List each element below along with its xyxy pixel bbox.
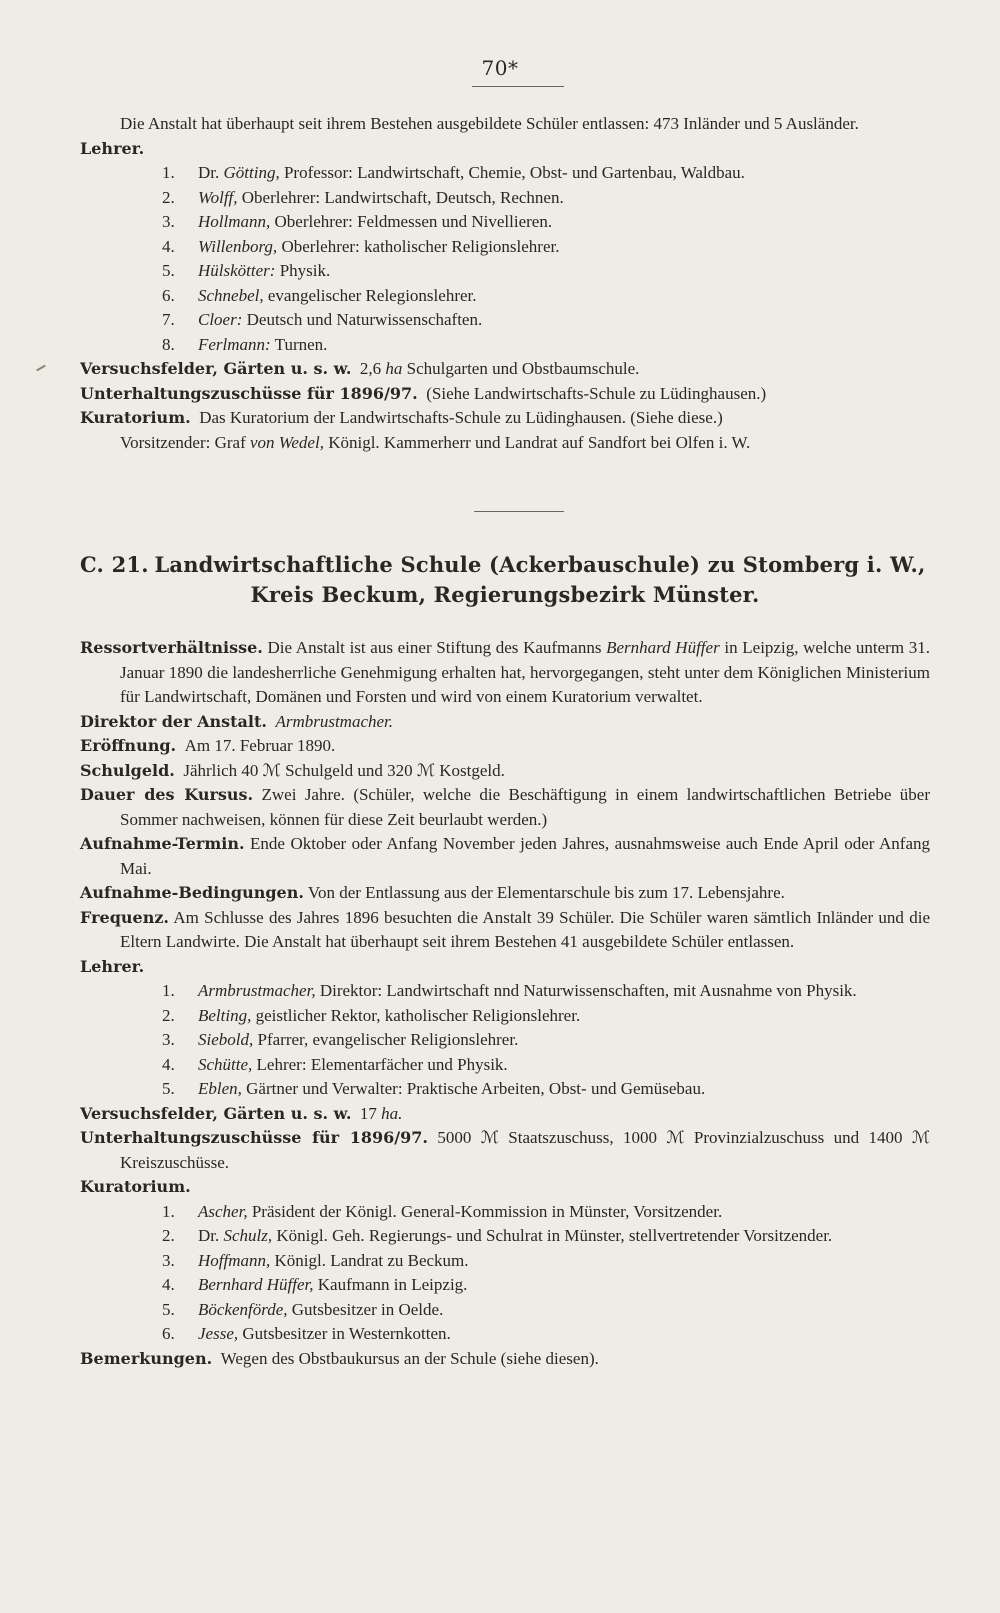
direktor-label: Direktor der Anstalt. <box>80 711 267 731</box>
list-item-text: Königl. Geh. Regierungs- und Schulrat in Münster, stellvertretender Vorsitzender. <box>272 1226 833 1245</box>
margin-mark <box>36 365 46 372</box>
list-item-name: Eblen, <box>198 1079 242 1098</box>
versuch-line-2 <box>80 1102 930 1127</box>
list-item-name: Wolff, <box>198 187 238 207</box>
list-item-text: Gärtner und Verwalter: Praktische Arbeiten, Obst- und Gemüsebau. <box>241 1079 706 1098</box>
list-item-name: Bernhard Hüffer, <box>198 1275 314 1294</box>
vorsitz-line <box>80 431 930 456</box>
dauer-paragraph <box>80 783 930 832</box>
list-item-name: Cloer: <box>198 310 243 329</box>
list-item <box>80 333 930 358</box>
list-item-number: 1. <box>162 163 175 182</box>
bemerkungen-label: Bemerkungen. <box>80 1348 213 1368</box>
list-item-number: 2. <box>162 1005 175 1025</box>
dauer-text: Zwei Jahre. (Schüler, welche die Beschäftigung in einem landwirtschaftlichen Betriebe über Sommer nachweisen, können für diese Zeit beurlaubt werden.) <box>120 785 930 829</box>
list-item <box>80 1200 930 1225</box>
versuch-label-2: Versuchsfelder, Gärten u. s. w. <box>80 1103 352 1123</box>
ressort-label: Ressortverhältnisse. <box>80 638 263 657</box>
page-number: 70* <box>481 56 519 80</box>
list-item-prefix: Dr. <box>198 163 224 182</box>
versuch-value: 2,6 <box>359 359 386 378</box>
lehrer-label: Lehrer. <box>80 138 145 158</box>
list-item-text: Physik. <box>275 261 331 280</box>
list-item-text: Kaufmann in Leipzig. <box>313 1275 468 1294</box>
top-lehrer-list <box>80 161 930 357</box>
kurat-heading-2 <box>80 1175 930 1200</box>
versuch-unit: ha <box>385 359 403 378</box>
list-item-text: Gutsbesitzer in Westernkotten. <box>238 1324 451 1343</box>
eroeffnung-label: Eröffnung. <box>80 736 177 755</box>
list-item-number: 2. <box>162 187 175 207</box>
list-item <box>80 1249 930 1274</box>
vorsitz-name: von Wedel, <box>249 432 324 452</box>
schulgeld-line <box>80 759 930 784</box>
section-number: C. 21. <box>80 552 149 577</box>
list-item-number: 3. <box>162 1250 175 1270</box>
body-lehrer-list <box>80 979 930 1102</box>
previous-entry <box>80 112 930 455</box>
list-item-name: Hülskötter: <box>198 261 276 280</box>
list-item-text: Professor: Landwirtschaft, Chemie, Obst- und Gartenbau, Waldbau. <box>279 163 745 182</box>
bemerkungen-line <box>80 1347 930 1372</box>
list-item-text: Präsident der Königl. General-Kommission in Münster, Vorsitzender. <box>247 1201 723 1221</box>
section-title-line2: Kreis Beckum, Regierungsbezirk Münster. <box>250 582 760 607</box>
list-item-name: Belting, <box>198 1005 252 1025</box>
list-item <box>80 186 930 211</box>
kuratorium-list <box>80 1200 930 1347</box>
list-item-name: Jesse, <box>198 1324 239 1343</box>
list-item-number: 7. <box>162 310 175 329</box>
intro-text: Die Anstalt hat überhaupt seit ihrem Bestehen ausgebildete Schüler entlassen: 473 Inländer und 5 Ausländer. <box>120 114 859 133</box>
list-item-number: 3. <box>162 1030 175 1049</box>
lehrer-heading <box>80 137 930 162</box>
list-item-text: Gutsbesitzer in Oelde. <box>287 1299 444 1319</box>
list-item-name: Götting, <box>223 163 280 182</box>
list-item-number: 5. <box>162 261 175 280</box>
list-item-name: Siebold, <box>198 1030 254 1049</box>
unterhalt-paragraph-2 <box>80 1126 930 1175</box>
list-item-text: Königl. Landrat zu Beckum. <box>270 1250 469 1270</box>
list-item-number: 3. <box>162 212 175 231</box>
list-item-number: 1. <box>162 981 175 1000</box>
list-item <box>80 308 930 333</box>
schulgeld-label: Schulgeld. <box>80 760 175 780</box>
versuch-value-2: 17 <box>359 1103 382 1123</box>
dauer-label: Dauer des Kursus. <box>80 785 254 804</box>
header-rule <box>472 86 564 87</box>
ressort-rest: in Leipzig, welche unterm 31. Januar 1890 die landesherrliche Genehmigung erhalten hat, hervorgegangen, steht unter dem Königlichen Ministerium für Landwirtschaft, Domänen und Forsten und wird von einem Kuratorium verwaltet. <box>120 638 930 706</box>
frequenz-paragraph <box>80 906 930 955</box>
vorsitz-pre: Vorsitzender: Graf <box>120 432 250 452</box>
versuch-line <box>80 357 930 382</box>
list-item-number: 6. <box>162 1324 175 1343</box>
frequenz-text: Am Schlusse des Jahres 1896 besuchten die Anstalt 39 Schüler. Die Schüler waren sämtlich Inländer und die Eltern Landwirte. Die Anstalt hat überhaupt seit ihrem Bestehen 41 ausgebildete Schüler entlassen. <box>120 907 931 951</box>
list-item <box>80 284 930 309</box>
list-item <box>80 210 930 235</box>
list-item-number: 6. <box>162 285 175 305</box>
list-item-text: Pfarrer, evangelischer Religionslehrer. <box>253 1030 519 1049</box>
bedingungen-paragraph <box>80 881 930 906</box>
unterhalt-label: Unterhaltungszuschüsse für 1896/97. <box>80 383 418 403</box>
list-item-name: Armbrustmacher, <box>198 981 316 1000</box>
unterhalt-text: (Siehe Landwirtschafts-Schule zu Lüdinghausen.) <box>426 383 767 403</box>
versuch-unit-2: ha. <box>381 1103 403 1123</box>
list-item-text: Direktor: Landwirtschaft nnd Naturwissenschaften, mit Ausnahme von Physik. <box>315 981 857 1000</box>
unterhalt-label-2: Unterhaltungszuschüsse für 1896/97. <box>80 1128 428 1147</box>
list-item-text: Lehrer: Elementarfächer und Physik. <box>252 1054 508 1074</box>
list-item-number: 4. <box>162 1054 175 1074</box>
list-item <box>80 1224 930 1249</box>
list-item-text: geistlicher Rektor, katholischer Religionslehrer. <box>251 1005 581 1025</box>
bemerkungen-text: Wegen des Obstbaukursus an der Schule (siehe diesen). <box>220 1348 599 1368</box>
ressort-pre: Die Anstalt ist aus einer Stiftung des Kaufmanns <box>267 638 607 657</box>
ressort-paragraph <box>80 636 930 710</box>
list-item-name: Schütte, <box>198 1054 253 1074</box>
list-item <box>80 1028 930 1053</box>
intro-paragraph <box>80 112 930 137</box>
kurat-label-2: Kuratorium. <box>80 1177 191 1196</box>
list-item <box>80 235 930 260</box>
list-item-text: Deutsch und Naturwissenschaften. <box>242 310 483 329</box>
list-item-name: Schulz, <box>223 1226 273 1245</box>
list-item-name: Hollmann, <box>198 212 271 231</box>
eroeffnung-text: Am 17. Februar 1890. <box>184 736 336 755</box>
termin-paragraph <box>80 832 930 881</box>
list-item-number: 4. <box>162 1275 175 1294</box>
list-item-text: Oberlehrer: katholischer Religionslehrer. <box>277 236 560 256</box>
unterhalt-line <box>80 382 930 407</box>
list-item-number: 2. <box>162 1226 175 1245</box>
list-item-text: Oberlehrer: Landwirtschaft, Deutsch, Rechnen. <box>237 187 564 207</box>
termin-text: Ende Oktober oder Anfang November jeden Jahres, ausnahmsweise auch Ende April oder Anfang Mai. <box>120 834 930 878</box>
list-item <box>80 1053 930 1078</box>
list-item-number: 8. <box>162 334 175 354</box>
lehrer-label-2: Lehrer. <box>80 956 145 976</box>
lehrer-heading-2 <box>80 955 930 980</box>
list-item <box>80 161 930 186</box>
versuch-text: Schulgarten und Obstbaumschule. <box>402 359 640 378</box>
bedingungen-text: Von der Entlassung aus der Elementarschule bis zum 17. Lebensjahre. <box>307 883 785 902</box>
list-item-number: 1. <box>162 1201 175 1221</box>
list-item-text: evangelischer Relegionslehrer. <box>263 285 477 305</box>
frequenz-label: Frequenz. <box>80 907 169 927</box>
kurat-label: Kuratorium. <box>80 408 191 427</box>
list-item <box>80 1273 930 1298</box>
list-item-prefix: Dr. <box>198 1226 224 1245</box>
section-rule <box>474 511 564 512</box>
section-title <box>80 550 930 610</box>
section-title-line1: Landwirtschaftliche Schule (Ackerbauschule) zu Stomberg i. W., <box>154 552 926 577</box>
list-item <box>80 1298 930 1323</box>
list-item-name: Willenborg, <box>198 236 278 256</box>
list-item-name: Hoffmann, <box>198 1250 271 1270</box>
list-item-name: Böckenförde, <box>198 1299 288 1319</box>
list-item-number: 4. <box>162 236 175 256</box>
ressort-name: Bernhard Hüffer <box>606 638 720 657</box>
schulgeld-text: Jährlich 40 ℳ Schulgeld und 320 ℳ Kostgeld. <box>183 760 505 780</box>
vorsitz-rest: Königl. Kammerherr und Landrat auf Sandfort bei Olfen i. W. <box>323 432 751 452</box>
list-item <box>80 1077 930 1102</box>
kurat-line <box>80 406 930 431</box>
list-item-name: Ferlmann: <box>198 334 271 354</box>
list-item <box>80 1322 930 1347</box>
termin-label: Aufnahme-Termin. <box>80 834 245 853</box>
list-item <box>80 1004 930 1029</box>
list-item <box>80 259 930 284</box>
bedingungen-label: Aufnahme-Bedingungen. <box>80 883 304 902</box>
direktor-line <box>80 710 930 735</box>
kurat-text: Das Kuratorium der Landwirtschafts-Schule zu Lüdinghausen. (Siehe diese.) <box>199 408 723 427</box>
list-item-text: Oberlehrer: Feldmessen und Nivellieren. <box>270 212 553 231</box>
list-item-number: 5. <box>162 1079 175 1098</box>
list-item <box>80 979 930 1004</box>
direktor-name: Armbrustmacher. <box>275 711 394 731</box>
versuch-label: Versuchsfelder, Gärten u. s. w. <box>80 359 352 378</box>
section-body <box>80 636 930 1371</box>
unterhalt-text-2: 5000 ℳ Staatszuschuss, 1000 ℳ Provinzialzuschuss und 1400 ℳ Kreiszuschüsse. <box>120 1128 930 1172</box>
list-item-name: Schnebel, <box>198 285 264 305</box>
list-item-number: 5. <box>162 1299 175 1319</box>
eroeffnung-line <box>80 734 930 759</box>
list-item-text: Turnen. <box>270 334 328 354</box>
list-item-name: Ascher, <box>198 1201 248 1221</box>
